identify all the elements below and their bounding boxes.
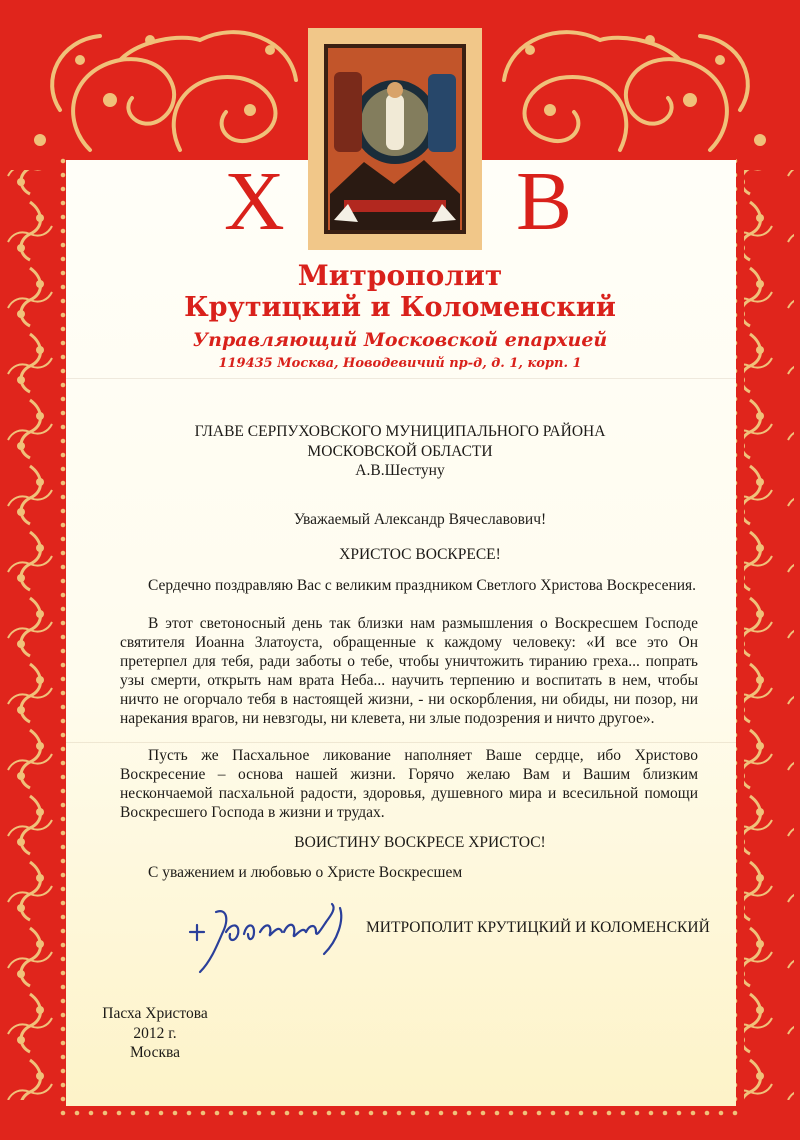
addressee-line-3: А.В.Шестуну	[355, 462, 445, 479]
addressee-line-2: МОСКОВСКОЙ ОБЛАСТИ	[307, 442, 493, 460]
letterhead-subtitle: Крутицкий и Коломенский	[184, 292, 616, 323]
paragraph-1: Сердечно поздравляю Вас с великим праздником Светлого Христова Воскресения.	[148, 577, 697, 594]
letter-v: В	[516, 155, 573, 248]
greeting: Уважаемый Александр Вячеславович!	[293, 511, 547, 528]
addressee-block	[150, 422, 650, 481]
easter-exclamation: ХРИСТОС ВОСКРЕСЕ!	[339, 546, 501, 563]
date-line-2: 2012 г.	[133, 1024, 177, 1042]
letterhead-address: 119435 Москва, Новодевичий пр-д, д. 1, корп. 1	[218, 356, 582, 371]
fold-line-bottom	[66, 742, 736, 743]
date-block	[80, 1004, 230, 1063]
fold-line-top	[66, 378, 736, 379]
letterhead-governing: Управляющий Московской епархией	[192, 329, 608, 351]
letterhead-title: Митрополит	[297, 259, 503, 292]
letter-kh: Х	[224, 155, 285, 248]
paragraph-3: Пусть же Пасхальное ликование наполняет Ваше сердце, ибо Христово Воскресение – основа нашей жизни. Горячо желаю Вам и Вашим близким нескончаемой пасхальной радости, здоровья, душевного мира и всесильной помощи Воскресшего Господа в жизни и трудах.	[120, 747, 698, 821]
signer-title: МИТРОПОЛИТ КРУТИЦКИЙ И КОЛОМЕНСКИЙ	[366, 919, 710, 936]
paragraph-2: В этот светоносный день так близки нам размышления о Воскресшем Господе святителя Иоанна Златоуста, обращенные к каждому человеку: «И все это Он претерпел для тебя, ради заботы о тебе, чтобы уничтожить тиранию греха... попрать узы смерти, открыть нам врата Неба... научить терпению и воспитать в нем, чтобы ничто не огорчало тебя в настоящей жизни, - ни оскорбления, ни обиды, ни позор, ни нарекания врагов, ни невзгоды, ни клевета, ни злые подозрения и ничто другое».	[120, 615, 698, 727]
icon-frame	[308, 28, 482, 250]
date-line-3: Москва	[130, 1044, 180, 1061]
closing-phrase: С уважением и любовью о Христе Воскресшем	[148, 864, 463, 881]
resurrection-icon	[324, 44, 466, 234]
closing-exclamation: ВОИСТИНУ ВОСКРЕСЕ ХРИСТОС!	[294, 834, 546, 851]
addressee-line-1: ГЛАВЕ СЕРПУХОВСКОГО МУНИЦИПАЛЬНОГО РАЙОНА	[194, 423, 606, 440]
date-line-1: Пасха Христова	[102, 1005, 208, 1022]
handwritten-signature	[186, 888, 362, 976]
